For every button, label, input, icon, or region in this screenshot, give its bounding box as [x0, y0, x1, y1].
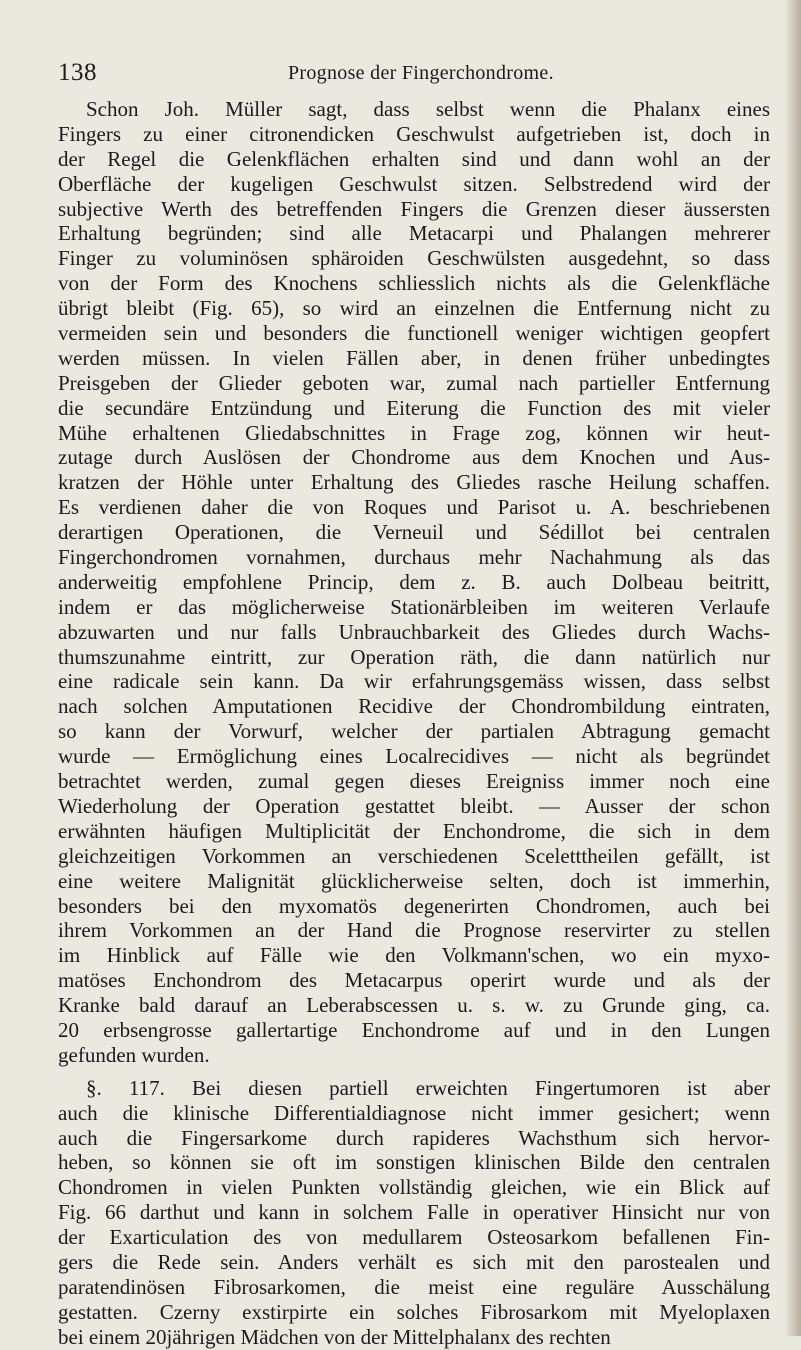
text-line: Wiederholung der Operation gestattet bleibt. — Ausser der schon [58, 793, 770, 818]
text-line: der Exarticulation des von medullarem Osteosarkom befallenen Fin- [58, 1225, 770, 1250]
text-line: §. 117. Bei diesen partiell erweichten Fingertumoren ist aber [86, 1075, 770, 1100]
text-line: Preisgeben der Glieder geboten war, zumal nach partieller Entfernung [58, 370, 770, 395]
text-line: im Hinblick auf Fälle wie den Volkmann'schen, wo ein myxo- [58, 943, 770, 968]
text-line: gers die Rede sein. Anders verhält es sich mit den parostealen und [58, 1249, 770, 1274]
text-line: Fingerchondromen vornahmen, durchaus mehr Nachahmung als das [58, 545, 770, 570]
text-line: anderweitig empfohlene Princip, dem z. B. auch Dolbeau beitritt, [58, 569, 770, 594]
text-line: heben, so können sie oft im sonstigen klinischen Bilde den centralen [58, 1150, 770, 1175]
text-line: derartigen Operationen, die Verneuil und Sédillot bei centralen [58, 520, 770, 545]
text-line: matöses Enchondrom des Metacarpus operirt wurde und als der [58, 968, 770, 993]
text-line: ihrem Vorkommen an der Hand die Prognose reservirter zu stellen [58, 918, 770, 943]
paragraph-1 [58, 97, 770, 1068]
text-line: die secundäre Entzündung und Eiterung die Function des mit vieler [58, 395, 770, 420]
text-line: 20 erbsengrosse gallertartige Enchondrome auf und in den Lungen [58, 1017, 770, 1042]
text-line: zutage durch Auslösen der Chondrome aus dem Knochen und Aus- [58, 445, 770, 470]
text-line: Chondromen in vielen Punkten vollständig gleichen, wie ein Blick auf [58, 1175, 770, 1200]
text-line: gleichzeitigen Vorkommen an verschiedenen Sceletttheilen gefällt, ist [58, 843, 770, 868]
text-line: erwähnten häufigen Multiplicität der Enchondrome, die sich in dem [58, 818, 770, 843]
text-line: werden müssen. In vielen Fällen aber, in denen früher unbedingtes [58, 345, 770, 370]
text-line: Erhaltung begründen; sind alle Metacarpi und Phalangen mehrerer [58, 221, 770, 246]
text-line: wurde — Ermöglichung eines Localrecidives — nicht als begründet [58, 744, 770, 769]
text-line: besonders bei den myxomatös degenerirten Chondromen, auch bei [58, 893, 770, 918]
text-line: vermeiden sein und besonders die functionell weniger wichtigen geopfert [58, 321, 770, 346]
page-header [0, 58, 801, 88]
text-line: eine radicale sein kann. Da wir erfahrungsgemäss wissen, dass selbst [58, 669, 770, 694]
text-line: auch die Fingersarkome durch rapideres Wachsthum sich hervor- [58, 1125, 770, 1150]
running-head: Prognose der Fingerchondrome. [288, 62, 554, 84]
text-line: Fig. 66 darthut und kann in solchem Falle in operativer Hinsicht nur von [58, 1200, 770, 1225]
text-line: indem er das möglicherweise Stationärbleiben im weiteren Verlaufe [58, 594, 770, 619]
text-line: Oberfläche der kugeligen Geschwulst sitzen. Selbstredend wird der [58, 171, 770, 196]
text-line: kratzen der Höhle unter Erhaltung des Gliedes rasche Heilung schaffen. [58, 470, 770, 495]
page-edge-shadow [785, 0, 801, 1336]
text-line: bei einem 20jährigen Mädchen von der Mittelphalanx des rechten [58, 1324, 611, 1349]
text-line: Es verdienen daher die von Roques und Parisot u. A. beschriebenen [58, 495, 770, 520]
text-line: so kann der Vorwurf, welcher der partialen Abtragung gemacht [58, 719, 770, 744]
paragraph-2 [58, 1076, 770, 1350]
text-line: thumszunahme eintritt, zur Operation räth, die dann natürlich nur [58, 644, 770, 669]
text-line: gestatten. Czerny exstirpirte ein solches Fibrosarkom mit Myeloplaxen [58, 1299, 770, 1324]
text-line: Kranke bald darauf an Leberabscessen u. s. w. zu Grunde ging, ca. [58, 993, 770, 1018]
text-line: abzuwarten und nur falls Unbrauchbarkeit des Gliedes durch Wachs- [58, 619, 770, 644]
text-line: Finger zu voluminösen sphäroiden Geschwülsten ausgedehnt, so dass [58, 246, 770, 271]
text-line: Schon Joh. Müller sagt, dass selbst wenn die Phalanx eines [86, 97, 770, 121]
text-line: betrachtet werden, zumal gegen dieses Ereigniss immer noch eine [58, 769, 770, 794]
text-line: subjective Werth des betreffenden Fingers die Grenzen dieser äussersten [58, 196, 770, 221]
text-line: übrigt bleibt (Fig. 65), so wird an einzelnen die Entfernung nicht zu [58, 296, 770, 321]
text-line: gefunden wurden. [58, 1042, 210, 1067]
text-line: Mühe erhaltenen Gliedabschnittes in Frage zog, können wir heut- [58, 420, 770, 445]
body-text [58, 97, 770, 1350]
text-line: auch die klinische Differentialdiagnose nicht immer gesichert; wenn [58, 1100, 770, 1125]
text-line: der Regel die Gelenkflächen erhalten sind und dann wohl an der [58, 146, 770, 171]
text-line: nach solchen Amputationen Recidive der Chondrombildung eintraten, [58, 694, 770, 719]
page-number: 138 [58, 59, 97, 86]
text-line: von der Form des Knochens schliesslich nichts als die Gelenkfläche [58, 271, 770, 296]
text-line: eine weitere Malignität glücklicherweise selten, doch ist immerhin, [58, 868, 770, 893]
text-line: Fingers zu einer citronendicken Geschwulst aufgetrieben ist, doch in [58, 121, 770, 146]
text-line: paratendinösen Fibrosarkomen, die meist eine reguläre Ausschälung [58, 1274, 770, 1299]
